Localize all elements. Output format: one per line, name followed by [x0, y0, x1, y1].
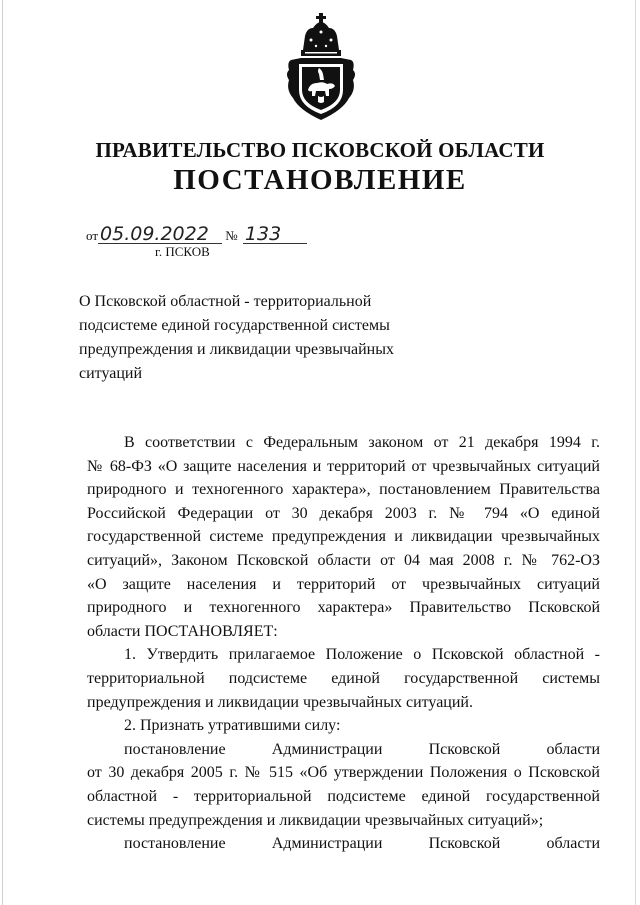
body-line: государственной системе предупреждения и ликвидации чрезвычайных — [87, 528, 600, 546]
body-line: от 30 декабря 2005 г. № 515 «Об утверждении Положения о Псковской — [87, 764, 600, 782]
subject-line: предупреждения и ликвидации чрезвычайных — [79, 341, 394, 358]
subject-line: ситуаций — [79, 365, 143, 382]
body-line: постановление Администрации Псковской области — [124, 835, 600, 853]
subject-line: О Псковской областной - территориальной — [79, 293, 372, 310]
document-body — [87, 431, 600, 856]
scan-edge-left — [2, 0, 3, 905]
subject-line: подсистеме единой государственной системы — [79, 317, 390, 334]
body-line: областной - территориальной подсистеме единой государственной — [87, 787, 600, 805]
body-line: природного и техногенного характера» Правительство Псковской — [87, 599, 600, 617]
body-line: системы предупреждения и ликвидации чрезвычайных ситуаций»; — [87, 811, 544, 829]
body-line: В соответствии с Федеральным законом от 21 декабря 1994 г. — [124, 434, 600, 451]
document-subject — [79, 290, 419, 386]
document-date: 05.09.2022 — [98, 225, 222, 244]
body-line: области ПОСТАНОВЛЯЕТ: — [87, 622, 278, 640]
document-type: ПОСТАНОВЛЕНИЕ — [173, 164, 467, 196]
body-line: природного и техногенного характера», постановлением Правительства — [87, 481, 600, 499]
body-line: территориальной подсистеме единой государственной системы — [87, 669, 600, 687]
document-number: 133 — [243, 225, 307, 244]
body-line: 1. Утвердить прилагаемое Положение о Псковской областной - — [124, 646, 600, 664]
government-title: ПРАВИТЕЛЬСТВО ПСКОВСКОЙ ОБЛАСТИ — [95, 138, 545, 162]
number-label: № — [225, 228, 238, 243]
body-line: «О защите населения и территорий от чрезвычайных ситуаций — [87, 575, 600, 593]
body-line: № 68-ФЗ «О защите населения и территорий от чрезвычайных ситуаций — [87, 457, 600, 475]
body-line: Российской Федерации от 30 декабря 2003 г. № 794 «О единой — [87, 504, 600, 522]
coat-of-arms-emblem — [283, 10, 359, 122]
body-line: предупреждения и ликвидации чрезвычайных ситуаций. — [87, 693, 473, 711]
body-line: ситуаций», Законом Псковской области от 04 мая 2008 г. № 762-ОЗ — [87, 551, 600, 569]
date-from-label: от — [86, 228, 99, 243]
body-line: 2. Признать утратившими силу: — [124, 717, 341, 735]
scan-edge-right — [635, 0, 636, 905]
body-line: постановление Администрации Псковской области — [124, 740, 600, 758]
registration-line — [86, 225, 307, 244]
document-city: г. ПСКОВ — [155, 244, 210, 259]
